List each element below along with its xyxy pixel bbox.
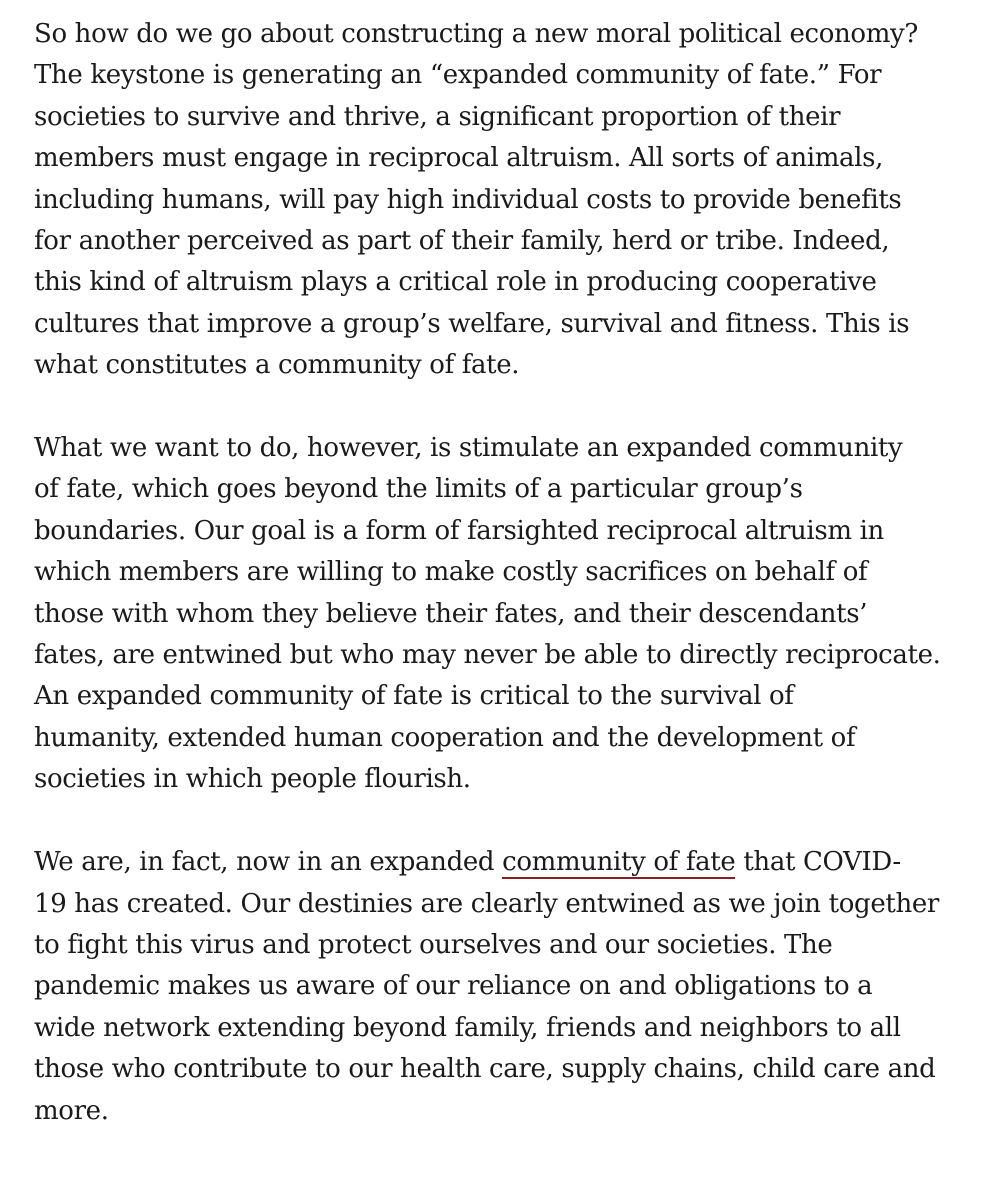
article-body (34, 14, 941, 1132)
text-line: 19 has created. Our destinies are clearly entwined as we join together (34, 888, 939, 919)
text-line (34, 842, 934, 883)
text-fragment: that COVID- (735, 847, 901, 878)
paragraph-1 (34, 14, 934, 387)
community-of-fate-link[interactable]: community of fate (502, 847, 736, 878)
text-line: of fate, which goes beyond the limits of a particular group’s (34, 474, 803, 505)
text-line: more. (34, 1095, 109, 1126)
text-line: societies to survive and thrive, a significant proportion of their (34, 101, 841, 132)
text-line: to fight this virus and protect ourselves and our societies. The (34, 929, 833, 960)
text-line: So how do we go about constructing a new moral political economy? (34, 19, 918, 49)
text-line: boundaries. Our goal is a form of farsighted reciprocal altruism in (34, 515, 884, 546)
text-line: societies in which people flourish. (34, 764, 471, 795)
text-fragment: We are, in fact, now in an expanded (34, 847, 503, 878)
text-line: wide network extending beyond family, friends and neighbors to all (34, 1012, 901, 1043)
text-line: pandemic makes us aware of our reliance on and obligations to a (34, 971, 873, 1002)
text-line: The keystone is generating an “expanded community of fate.” For (34, 60, 882, 91)
text-line: which members are willing to make costly sacrifices on behalf of (34, 557, 868, 588)
text-line: what constitutes a community of fate. (34, 350, 520, 381)
text-line: fates, are entwined but who may never be able to directly reciprocate. (34, 640, 941, 671)
text-line: for another perceived as part of their family, herd or tribe. Indeed, (34, 226, 890, 257)
text-line: those with whom they believe their fates, and their descendants’ (34, 598, 868, 629)
text-line: members must engage in reciprocal altruism. All sorts of animals, (34, 143, 884, 174)
text-line: An expanded community of fate is critical to the survival of (34, 681, 794, 712)
text-line: this kind of altruism plays a critical role in producing cooperative (34, 267, 877, 298)
text-line: those who contribute to our health care, supply chains, child care and (34, 1054, 936, 1085)
paragraph-2 (34, 428, 941, 801)
text-line: including humans, will pay high individual costs to provide benefits (34, 184, 902, 215)
text-line: cultures that improve a group’s welfare, survival and fitness. This is (34, 308, 910, 339)
paragraph-3 (34, 842, 939, 1132)
text-line: humanity, extended human cooperation and the development of (34, 722, 856, 753)
text-line: What we want to do, however, is stimulate an expanded community (34, 433, 903, 464)
